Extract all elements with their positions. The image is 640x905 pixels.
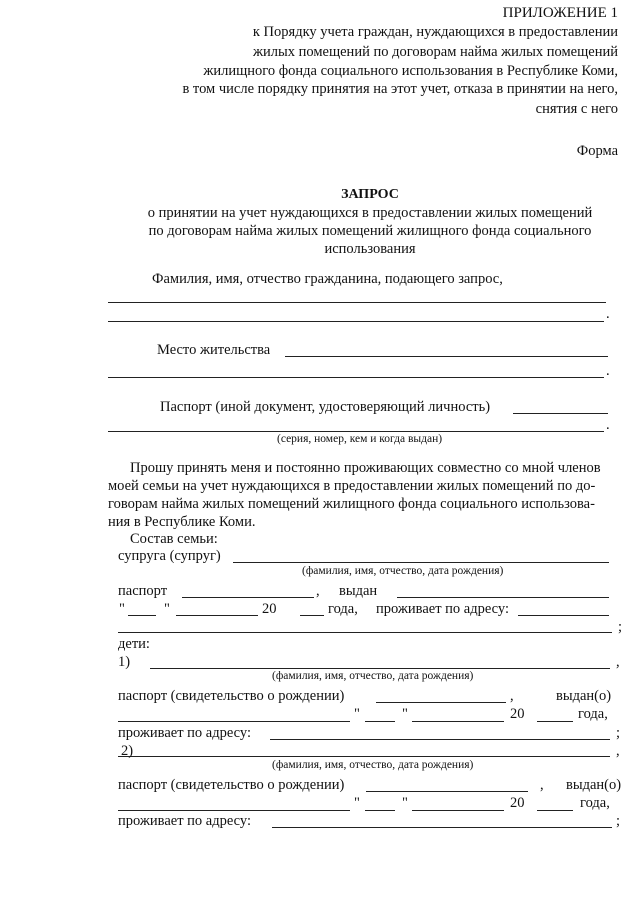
request-line-1: Прошу принять меня и постоянно проживающих совместно со мной членов: [130, 460, 601, 476]
child1-year-suffix: года,: [578, 706, 608, 722]
child1-address-semicolon: ;: [616, 725, 621, 741]
spouse-fio-caption: (фамилия, имя, отчество, дата рождения): [302, 565, 504, 577]
child1-passport-comma: ,: [510, 688, 514, 704]
child1-passport-label: паспорт (свидетельство о рождении): [118, 688, 345, 704]
child2-year-suffix: года,: [580, 795, 610, 811]
child1-fio-caption: (фамилия, имя, отчество, дата рождения): [272, 670, 474, 682]
passport-period: .: [606, 417, 610, 433]
spouse-address-line-1[interactable]: [518, 615, 609, 616]
residence-period: .: [606, 363, 610, 379]
child2-issued-line[interactable]: [118, 810, 350, 811]
applicant-name-period: .: [606, 306, 610, 322]
child1-address-line[interactable]: [270, 739, 610, 740]
residence-label: Место жительства: [157, 342, 271, 358]
child2-passport-comma: ,: [540, 777, 544, 793]
child1-day-line[interactable]: [365, 721, 395, 722]
child2-number: 2): [121, 743, 134, 759]
subtitle-line-3: использования: [324, 241, 416, 257]
spouse-year-prefix: 20: [262, 601, 277, 617]
child1-fio-line[interactable]: [150, 668, 610, 669]
child2-quote-close: ": [402, 795, 408, 811]
child2-year-prefix: 20: [510, 795, 525, 811]
spouse-passport-label: паспорт: [118, 583, 168, 599]
passport-line-1[interactable]: [513, 413, 608, 414]
child2-year-line[interactable]: [537, 810, 573, 811]
appendix-line-3: жилищного фонда социального использования в Республике Коми,: [203, 63, 618, 79]
child1-issued-label: выдан(о): [556, 688, 612, 704]
child2-quote-open: ": [354, 795, 360, 811]
child2-address-semicolon: ;: [616, 813, 621, 829]
request-line-2: моей семьи на учет нуждающихся в предоставлении жилых помещений по до-: [108, 478, 596, 494]
child1-number: 1): [118, 654, 131, 670]
child1-fio-comma: ,: [616, 654, 620, 670]
child2-month-line[interactable]: [412, 810, 504, 811]
request-line-3: говорам найма жилых помещений жилищного фонда социального использова-: [108, 496, 595, 512]
residence-line-1[interactable]: [285, 356, 608, 357]
applicant-name-line-2[interactable]: [108, 321, 604, 322]
child1-quote-close: ": [402, 706, 408, 722]
child1-month-line[interactable]: [412, 721, 504, 722]
child2-lives-at-label: проживает по адресу:: [118, 813, 251, 829]
passport-line-2[interactable]: [108, 431, 604, 432]
document-title: ЗАПРОС: [341, 187, 399, 202]
spouse-passport-comma: ,: [316, 583, 320, 599]
passport-caption: (серия, номер, кем и когда выдан): [277, 433, 443, 445]
spouse-address-line-2[interactable]: [118, 632, 612, 633]
appendix-line-5: снятия с него: [535, 101, 618, 117]
spouse-issued-label: выдан: [339, 583, 378, 599]
spouse-address-semicolon: ;: [618, 619, 623, 635]
spouse-month-line[interactable]: [176, 615, 258, 616]
child2-passport-label: паспорт (свидетельство о рождении): [118, 777, 345, 793]
children-label: дети:: [118, 636, 150, 652]
child1-year-prefix: 20: [510, 706, 525, 722]
child1-quote-open: ": [354, 706, 360, 722]
residence-line-2[interactable]: [108, 377, 604, 378]
appendix-line-2: жилых помещений по договорам найма жилых помещений: [252, 44, 618, 60]
request-line-4: ния в Республике Коми.: [108, 514, 256, 530]
appendix-label: ПРИЛОЖЕНИЕ 1: [502, 5, 618, 21]
form-label: Форма: [576, 143, 618, 159]
appendix-line-1: к Порядку учета граждан, нуждающихся в предоставлении: [252, 24, 618, 40]
spouse-passport-line[interactable]: [182, 597, 314, 598]
child1-issued-line[interactable]: [118, 721, 350, 722]
spouse-year-line[interactable]: [300, 615, 324, 616]
applicant-name-line-1[interactable]: [108, 302, 606, 303]
spouse-year-suffix: года,: [328, 601, 358, 617]
child1-year-line[interactable]: [537, 721, 573, 722]
child2-address-line[interactable]: [272, 827, 612, 828]
spouse-fio-line[interactable]: [233, 562, 609, 563]
child1-passport-line[interactable]: [376, 702, 506, 703]
spouse-lives-at-label: проживает по адресу:: [376, 601, 509, 617]
child1-lives-at-label: проживает по адресу:: [118, 725, 251, 741]
child2-day-line[interactable]: [365, 810, 395, 811]
child2-passport-line[interactable]: [366, 791, 528, 792]
spouse-issued-line[interactable]: [397, 597, 609, 598]
child2-issued-label: выдан(о): [566, 777, 622, 793]
subtitle-line-2: по договорам найма жилых помещений жилищного фонда социального: [148, 223, 592, 239]
child1-extra-comma: ,: [616, 743, 620, 759]
spouse-quote-open: ": [119, 601, 125, 617]
passport-label: Паспорт (иной документ, удостоверяющий личность): [160, 399, 491, 415]
appendix-line-4: в том числе порядку принятия на этот учет, отказа в принятии на него,: [182, 81, 618, 97]
spouse-quote-close: ": [164, 601, 170, 617]
subtitle-line-1: о принятии на учет нуждающихся в предоставлении жилых помещений: [147, 205, 593, 221]
child1-extra-line[interactable]: [118, 756, 610, 757]
spouse-label: супруга (супруг): [118, 548, 221, 564]
child2-fio-caption: (фамилия, имя, отчество, дата рождения): [272, 759, 474, 771]
applicant-name-label: Фамилия, имя, отчество гражданина, подающего запрос,: [152, 271, 503, 287]
spouse-day-line[interactable]: [128, 615, 156, 616]
family-heading: Состав семьи:: [130, 531, 218, 547]
